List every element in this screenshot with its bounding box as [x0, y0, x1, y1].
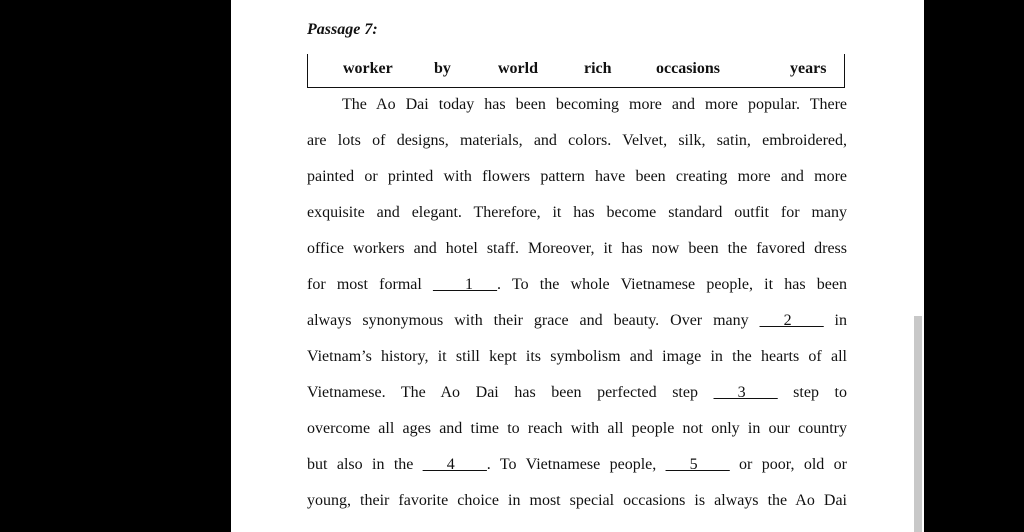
line-text: . To Vietnamese people, — [486, 456, 666, 473]
word-bank-box — [307, 54, 845, 88]
blank-3: ___3____ — [713, 384, 778, 401]
blank-5: ___5____ — [665, 456, 730, 473]
line-text: . To the whole Vietnamese people, it has been — [497, 276, 848, 293]
word-bank-item: world — [498, 60, 538, 77]
line-text: for most formal — [307, 276, 434, 293]
passage-line — [307, 311, 847, 331]
line-text: or poor, old or — [729, 456, 847, 473]
scrollbar-thumb[interactable] — [914, 316, 922, 532]
line-text: but also in the — [307, 456, 423, 473]
passage-line — [307, 383, 847, 403]
passage-line: young, their favorite choice in most special occasions is always the Ao Dai — [307, 492, 847, 509]
word-bank-item: occasions — [656, 60, 720, 77]
passage-line: Vietnam’s history, it still kept its symbolism and image in the hearts of all — [307, 348, 847, 365]
passage-line: The Ao Dai today has been becoming more and more popular. There — [342, 96, 847, 113]
passage-line — [307, 275, 847, 295]
line-text: always synonymous with their grace and beauty. Over many — [307, 312, 760, 329]
word-bank-item: by — [434, 60, 451, 77]
passage-line: exquisite and elegant. Therefore, it has become standard outfit for many — [307, 204, 847, 221]
passage-line: are lots of designs, materials, and colors. Velvet, silk, satin, embroidered, — [307, 132, 847, 149]
word-bank-item: rich — [584, 60, 612, 77]
blank-4: ___4____ — [422, 456, 487, 473]
word-bank-item: worker — [343, 60, 393, 77]
passage-title: Passage 7: — [307, 21, 378, 38]
passage-line: overcome all ages and time to reach with all people not only in our country — [307, 420, 847, 437]
word-bank-item: years — [790, 60, 827, 77]
blank-1: ____1___ — [433, 276, 498, 293]
passage-line: painted or printed with flowers pattern have been creating more and more — [307, 168, 847, 185]
blank-2: ___2____ — [759, 312, 824, 329]
passage-line — [307, 455, 847, 475]
line-text: step to — [777, 384, 848, 401]
line-text: Vietnamese. The Ao Dai has been perfected step — [307, 384, 714, 401]
line-text: in — [823, 312, 847, 329]
passage-line: office workers and hotel staff. Moreover, it has now been the favored dress — [307, 240, 847, 257]
document-page — [231, 0, 924, 532]
